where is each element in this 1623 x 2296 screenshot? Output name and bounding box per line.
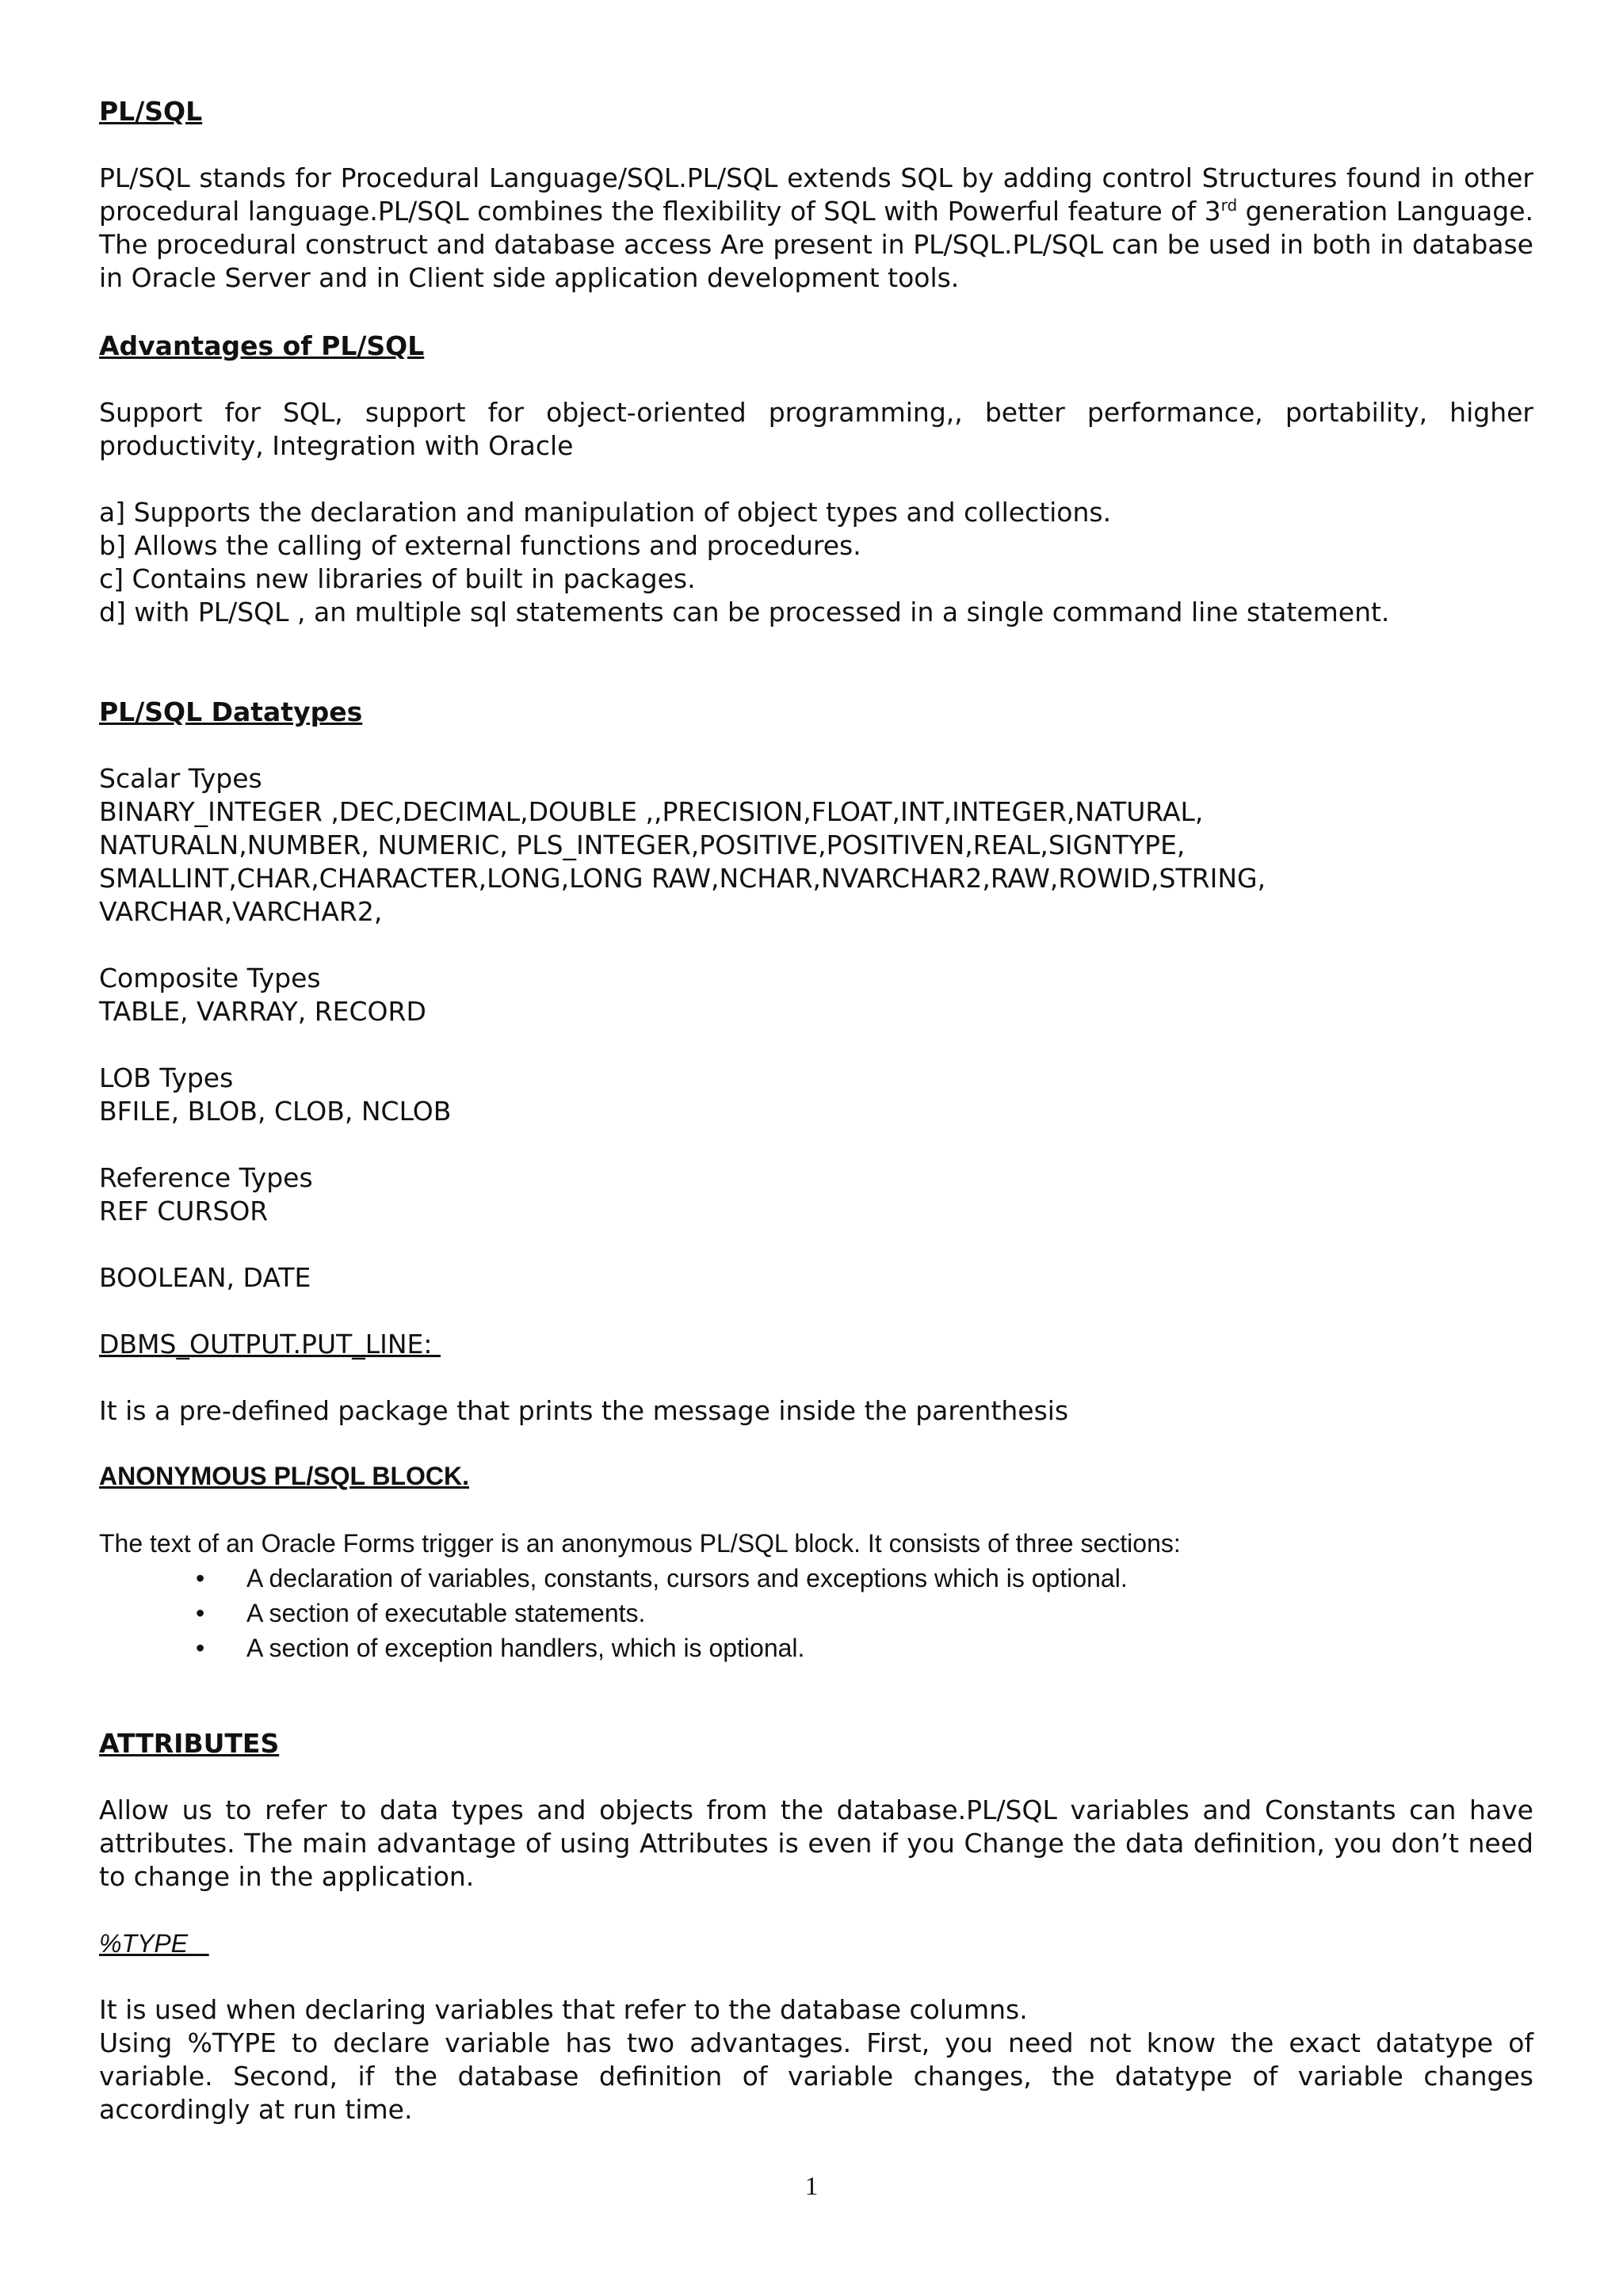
lob-types-values: BFILE, BLOB, CLOB, NCLOB bbox=[99, 1096, 452, 1127]
type-attribute-advantages: Using %TYPE to declare variable has two advantages. First, you need not know the exact datatype of variable. Second, if the database definition of variable changes, the datatype of variable changes accordingly at run time. bbox=[99, 2027, 1533, 2125]
plsql-intro-text-1: PL/SQL stands for Procedural Language/SQL.PL/SQL extends SQL by adding control Structures found in other procedural language.PL/SQL combines the flexibility of SQL with Powerful feature of 3 bbox=[99, 162, 1533, 227]
bullet-list-item bbox=[99, 1630, 1533, 1665]
plsql-intro-text-2: generation Language. The procedural construct and database access Are present in PL/SQL.PL/SQL can be used in both in database in Oracle Server and in Client side application development tools. bbox=[99, 196, 1534, 293]
advantage-item: a] Supports the declaration and manipulation of object types and collections. bbox=[99, 497, 1112, 528]
composite-types-values: TABLE, VARRAY, RECORD bbox=[99, 996, 426, 1027]
scalar-types-line: BINARY_INTEGER ,DEC,DECIMAL,DOUBLE ,,PRECISION,FLOAT,INT,INTEGER,NATURAL, bbox=[99, 796, 1204, 827]
scalar-types-label: Scalar Types bbox=[99, 763, 262, 794]
bullet-list-item bbox=[99, 1596, 1533, 1630]
bullet-icon: • bbox=[196, 1564, 205, 1592]
type-attribute-label-text: %TYPE bbox=[99, 1929, 209, 1958]
bullet-icon: • bbox=[196, 1634, 205, 1662]
advantages-list bbox=[99, 496, 1533, 629]
lob-types-label: LOB Types bbox=[99, 1062, 234, 1093]
bullet-text: A section of executable statements. bbox=[246, 1599, 646, 1627]
attributes-body: Allow us to refer to data types and objects from the database.PL/SQL variables and Constants can have attributes. The main advantage of using Attributes is even if you Change the data definition, you don’t need to change in the application. bbox=[99, 1794, 1533, 1892]
reference-types bbox=[99, 1161, 1533, 1228]
reference-types-values: REF CURSOR bbox=[99, 1196, 269, 1226]
composite-types-label: Composite Types bbox=[99, 963, 321, 994]
plsql-intro-paragraph bbox=[99, 162, 1533, 295]
dbms-output-description: It is a pre-defined package that prints the message inside the parenthesis bbox=[99, 1395, 1069, 1426]
section-heading-attributes: ATTRIBUTES bbox=[99, 1728, 280, 1759]
bullet-text: A declaration of variables, constants, cursors and exceptions which is optional. bbox=[246, 1564, 1128, 1592]
dbms-output-label bbox=[99, 1328, 1533, 1361]
section-heading-datatypes: PL/SQL Datatypes bbox=[99, 696, 363, 727]
advantage-item: c] Contains new libraries of built in packages. bbox=[99, 563, 696, 594]
type-attribute-label bbox=[99, 1927, 1533, 1960]
lob-types bbox=[99, 1062, 1533, 1128]
section-heading-advantages: Advantages of PL/SQL bbox=[99, 330, 425, 361]
page-number: 1 bbox=[804, 2172, 819, 2201]
advantage-item: b] Allows the calling of external functions and procedures. bbox=[99, 530, 861, 561]
section-heading-plsql: PL/SQL bbox=[99, 96, 203, 127]
anonymous-block-intro: The text of an Oracle Forms trigger is an anonymous PL/SQL block. It consists of three sections: bbox=[99, 1529, 1181, 1558]
advantages-summary: Support for SQL, support for object-oriented programming,, better performance, portability, higher productivity, Integration with Oracle bbox=[99, 397, 1533, 461]
type-attribute-line: It is used when declaring variables that refer to the database columns. bbox=[99, 1994, 1028, 2025]
scalar-types-line: VARCHAR,VARCHAR2, bbox=[99, 896, 383, 927]
bullet-text: A section of exception handlers, which is optional. bbox=[246, 1634, 805, 1662]
scalar-types-line: NATURALN,NUMBER, NUMERIC, PLS_INTEGER,POSITIVE,POSITIVEN,REAL,SIGNTYPE, bbox=[99, 830, 1186, 860]
scalar-types bbox=[99, 762, 1533, 929]
section-heading-anonymous-block: ANONYMOUS PL/SQL BLOCK. bbox=[99, 1462, 469, 1490]
reference-types-label: Reference Types bbox=[99, 1162, 313, 1193]
bullet-list-item bbox=[99, 1561, 1533, 1596]
ordinal-superscript: rd bbox=[1220, 196, 1238, 215]
bullet-icon: • bbox=[196, 1599, 205, 1627]
dbms-output-label-text: DBMS_OUTPUT.PUT_LINE: bbox=[99, 1329, 441, 1360]
other-types: BOOLEAN, DATE bbox=[99, 1262, 311, 1293]
anonymous-block-sections bbox=[99, 1561, 1533, 1665]
scalar-types-line: SMALLINT,CHAR,CHARACTER,LONG,LONG RAW,NCHAR,NVARCHAR2,RAW,ROWID,STRING, bbox=[99, 863, 1266, 894]
advantage-item: d] with PL/SQL , an multiple sql statements can be processed in a single command line statement. bbox=[99, 597, 1390, 627]
composite-types bbox=[99, 962, 1533, 1028]
